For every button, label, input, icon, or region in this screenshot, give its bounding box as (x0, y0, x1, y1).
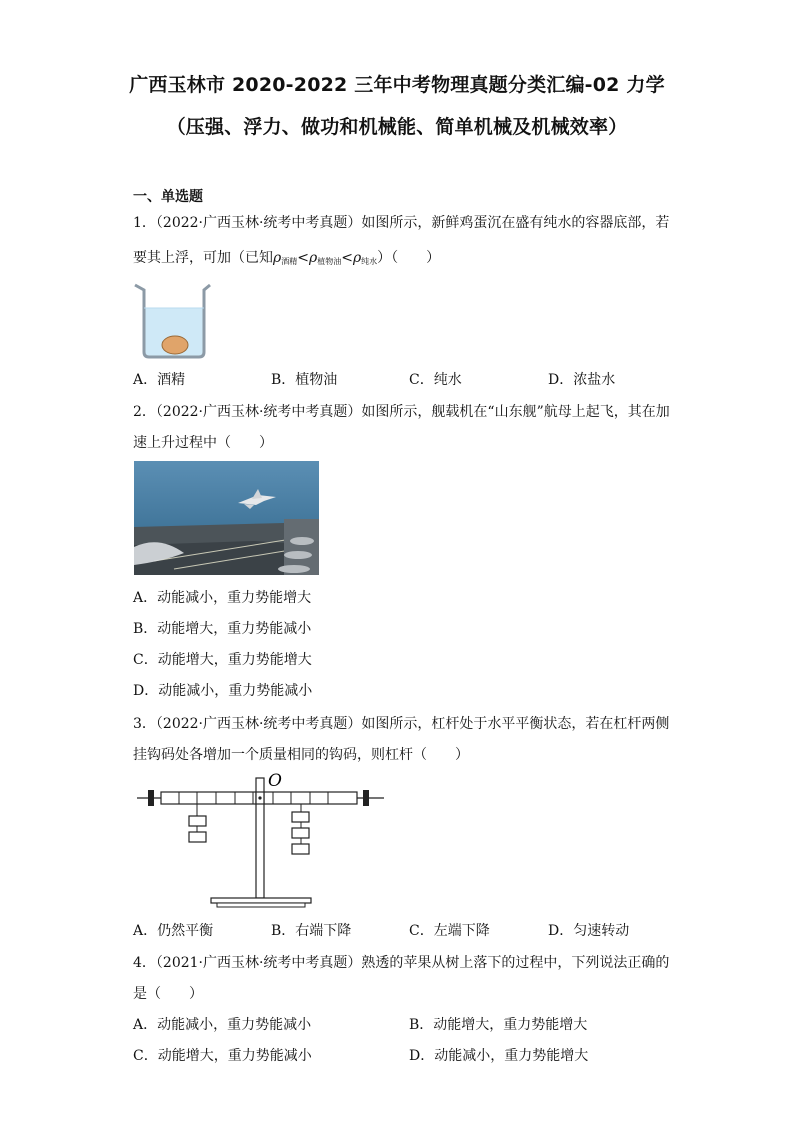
q2-option-d[interactable]: D．动能减小，重力势能减小 (133, 683, 313, 699)
q2-option-a[interactable]: A．动能减小，重力势能增大 (133, 590, 312, 606)
q1-option-a[interactable]: A．酒精 (133, 372, 186, 388)
q1-stem-line2: 要其上浮，可加（已知$\rho_{酒精}<\rho_{植物油}<\rho_{纯水}$）（ ） (133, 250, 441, 266)
lever-balance-figure (133, 770, 388, 912)
q3-option-c[interactable]: C．左端下降 (409, 923, 490, 939)
beaker-egg-figure (133, 282, 213, 360)
q4-stem-line1: 4．（2021·广西玉林·统考中考真题）熟透的苹果从树上落下的过程中，下列说法正确的 (133, 955, 670, 971)
q1-stem-line1: 1．（2022·广西玉林·统考中考真题）如图所示，新鲜鸡蛋沉在盛有纯水的容器底部，若 (133, 215, 670, 231)
q4-option-c[interactable]: C．动能增大，重力势能减小 (133, 1048, 312, 1064)
q4-option-d[interactable]: D．动能减小，重力势能增大 (409, 1048, 589, 1064)
q3-option-a[interactable]: A．仍然平衡 (133, 923, 214, 939)
q3-stem-line2: 挂钩码处各增加一个质量相同的钩码，则杠杆（ ） (133, 747, 469, 763)
section-heading: 一、单选题 (133, 189, 203, 205)
document-title-line2: （压强、浮力、做功和机械能、简单机械及机械效率） (166, 116, 628, 138)
q2-stem-line2: 速上升过程中（ ） (133, 435, 273, 451)
aircraft-carrier-photo (134, 461, 319, 575)
q1-option-b[interactable]: B．植物油 (271, 372, 338, 388)
document-title-line1: 广西玉林市 2020-2022 三年中考物理真题分类汇编-02 力学 (129, 74, 665, 96)
q2-option-b[interactable]: B．动能增大，重力势能减小 (133, 621, 312, 637)
q4-stem-line2: 是（ ） (133, 986, 203, 1002)
q3-option-d[interactable]: D．匀速转动 (548, 923, 630, 939)
q3-option-b[interactable]: B．右端下降 (271, 923, 352, 939)
q1-option-d[interactable]: D．浓盐水 (548, 372, 616, 388)
q4-option-a[interactable]: A．动能减小，重力势能减小 (133, 1017, 312, 1033)
q1-option-c[interactable]: C．纯水 (409, 372, 462, 388)
pivot-label: O (268, 771, 282, 791)
q3-stem-line1: 3．（2022·广西玉林·统考中考真题）如图所示，杠杆处于水平平衡状态，若在杠杆两侧 (133, 716, 670, 732)
q4-option-b[interactable]: B．动能增大，重力势能增大 (409, 1017, 588, 1033)
q2-stem-line1: 2．（2022·广西玉林·统考中考真题）如图所示，舰载机在“山东舰”航母上起飞，其在加 (133, 404, 670, 420)
q2-option-c[interactable]: C．动能增大，重力势能增大 (133, 652, 312, 668)
